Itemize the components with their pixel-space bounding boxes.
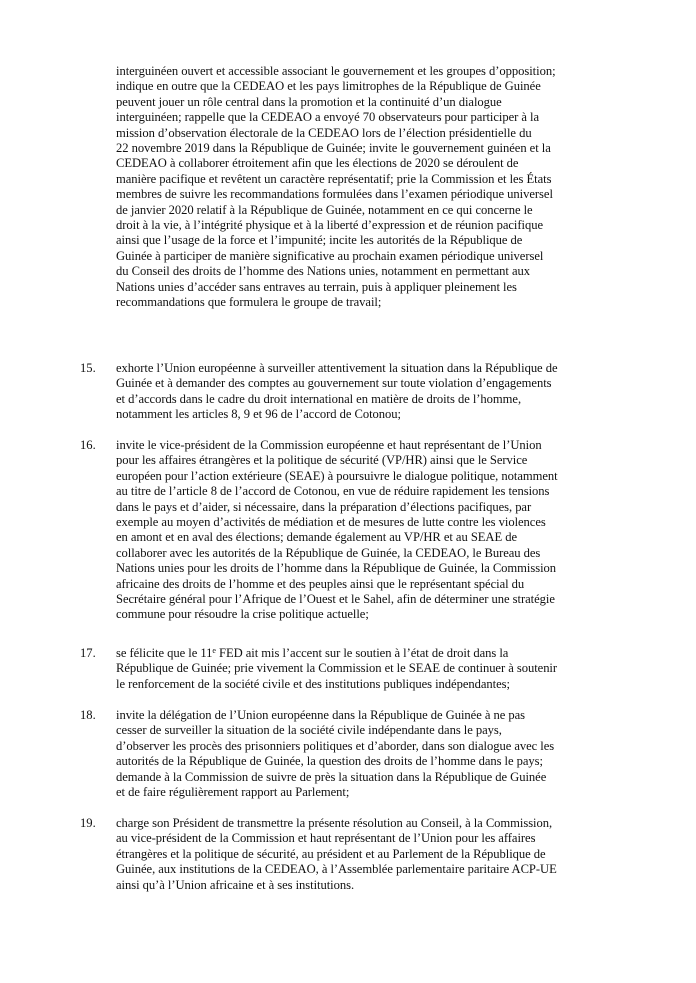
- intro-line: ainsi que l’usage de la force et l’impunité; incite les autorités de la République de: [116, 233, 523, 248]
- paragraph-line: pour les affaires étrangères et la politique de sécurité (VP/HR) ainsi que le Service: [116, 453, 528, 468]
- intro-line: de janvier 2020 relatif à la République de Guinée, notamment en ce qui concerne le: [116, 202, 533, 217]
- paragraph-number-17: 17.: [80, 646, 96, 660]
- intro-line: CEDEAO à collaborer étroitement afin que les élections de 2020 se déroulent de: [116, 156, 519, 171]
- paragraph-line: République de Guinée; prie vivement la Commission et le SEAE de continuer à soutenir: [116, 661, 558, 676]
- paragraph-line: [116, 646, 586, 661]
- paragraph-number-16: 16.: [80, 438, 96, 452]
- paragraph-line: exemple au moyen d’activités de médiation et de mesures de lutte contre les violences: [116, 515, 546, 530]
- intro-line: manière pacifique et revêtent un caractère représentatif; prie la Commission et les États: [116, 171, 552, 186]
- paragraph-line: en amont et en aval des élections; demande également au VP/HR et au SEAE de: [116, 530, 517, 545]
- line-text: FED ait mis l’accent sur le soutien à l’état de droit dans la: [215, 646, 509, 660]
- intro-line: Nations unies d’accéder sans entraves au terrain, puis à appliquer pleinement les: [116, 279, 517, 294]
- paragraph-line: et d’accords dans le cadre du droit international en matière de droits de l’homme,: [116, 391, 522, 406]
- paragraph-line: africaine des droits de l’homme et des peuples ainsi que le représentant spécial du: [116, 576, 525, 591]
- paragraph-line: Secrétaire général pour l’Afrique de l’Ouest et le Sahel, afin de déterminer une stratégie: [116, 592, 555, 607]
- paragraph-line: commune pour résoudre la crise politique actuelle;: [116, 607, 369, 622]
- ordinal-superscript: e: [212, 646, 216, 655]
- intro-line: interguinéen; rappelle que la CEDEAO a envoyé 70 observateurs pour participer à la: [116, 110, 539, 125]
- intro-line: Guinée à participer de manière significative au prochain examen périodique universel: [116, 248, 544, 263]
- intro-line: mission d’observation électorale de la CEDEAO lors de l’élection présidentielle du: [116, 125, 532, 140]
- paragraph-line: Nations unies pour les droits de l’homme dans la République de Guinée, la Commission: [116, 561, 557, 576]
- paragraph-line: et de faire régulièrement rapport au Parlement;: [116, 785, 350, 800]
- paragraph-line: invite le vice-président de la Commission européenne et haut représentant de l’Union: [116, 438, 542, 452]
- line-text: se félicite que le 11: [116, 646, 213, 660]
- paragraph-line: charge son Président de transmettre la présente résolution au Conseil, à la Commission,: [116, 816, 553, 830]
- intro-line: interguinéen ouvert et accessible associant le gouvernement et les groupes d’opposition;: [116, 64, 556, 78]
- paragraph-line: autorités de la République de Guinée, la question des droits de l’homme dans le pays;: [116, 754, 543, 769]
- paragraph-19: [116, 816, 586, 893]
- paragraph-16: [116, 438, 586, 623]
- paragraph-line: invite la délégation de l’Union européenne dans la République de Guinée à ne pas: [116, 708, 526, 722]
- paragraph-line: cesser de surveiller la situation de la société civile indépendante dans le pays,: [116, 723, 502, 738]
- paragraph-line: d’observer les procès des prisonniers politiques et d’aborder, dans son dialogue avec les: [116, 738, 555, 753]
- paragraph-line: collaborer avec les autorités de la République de Guinée, la CEDEAO, le Bureau des: [116, 545, 541, 560]
- intro-line: membres de suivre les recommandations formulées dans l’examen périodique universel: [116, 187, 553, 202]
- paragraph-number-19: 19.: [80, 816, 96, 830]
- paragraph-15: [116, 361, 586, 423]
- paragraph-line: demande à la Commission de suivre de près la situation dans la République de Guinée: [116, 769, 547, 784]
- paragraph-line: exhorte l’Union européenne à surveiller attentivement la situation dans la République de: [116, 361, 558, 375]
- intro-line: du Conseil des droits de l’homme des Nations unies, notamment en permettant aux: [116, 264, 531, 279]
- paragraph-line: européen pour l’action extérieure (SEAE) à poursuivre le dialogue politique, notamment: [116, 468, 558, 483]
- intro-line: 22 novembre 2019 dans la République de Guinée; invite le gouvernement guinéen et la: [116, 141, 551, 156]
- intro-paragraph: [116, 64, 586, 311]
- intro-line: droit à la vie, à l’intégrité physique et à la liberté d’expression et de réunion pacifique: [116, 218, 543, 233]
- paragraph-number-18: 18.: [80, 708, 96, 722]
- paragraph-number-15: 15.: [80, 361, 96, 375]
- paragraph-line: notamment les articles 8, 9 et 96 de l’accord de Cotonou;: [116, 407, 401, 422]
- intro-line: peuvent jouer un rôle central dans la promotion et la continuité d’un dialogue: [116, 94, 502, 109]
- paragraph-line: au vice-président de la Commission et haut représentant de l’Union pour les affaires: [116, 831, 536, 846]
- paragraph-line: Guinée et à demander des comptes au gouvernement sur toute violation d’engagements: [116, 376, 552, 391]
- paragraph-line: dans le pays et d’aider, si nécessaire, dans la préparation d’élections pacifiques, par: [116, 499, 532, 514]
- paragraph-17: [116, 646, 586, 692]
- paragraph-18: [116, 708, 586, 800]
- paragraph-line: le renforcement de la société civile et des institutions publiques indépendantes;: [116, 676, 510, 691]
- intro-line: indique en outre que la CEDEAO et les pays limitrophes de la République de Guinée: [116, 79, 541, 94]
- paragraph-line: Guinée, aux institutions de la CEDEAO, à l’Assemblée parlementaire paritaire ACP-UE: [116, 862, 557, 877]
- paragraph-line: ainsi qu’à l’Union africaine et à ses institutions.: [116, 877, 355, 892]
- intro-line: recommandations que formulera le groupe de travail;: [116, 295, 382, 310]
- paragraph-line: au titre de l’article 8 de l’accord de Cotonou, en vue de réduire rapidement les tensions: [116, 484, 550, 499]
- paragraph-line: étrangères et la politique de sécurité, au président et au Parlement de la République de: [116, 846, 546, 861]
